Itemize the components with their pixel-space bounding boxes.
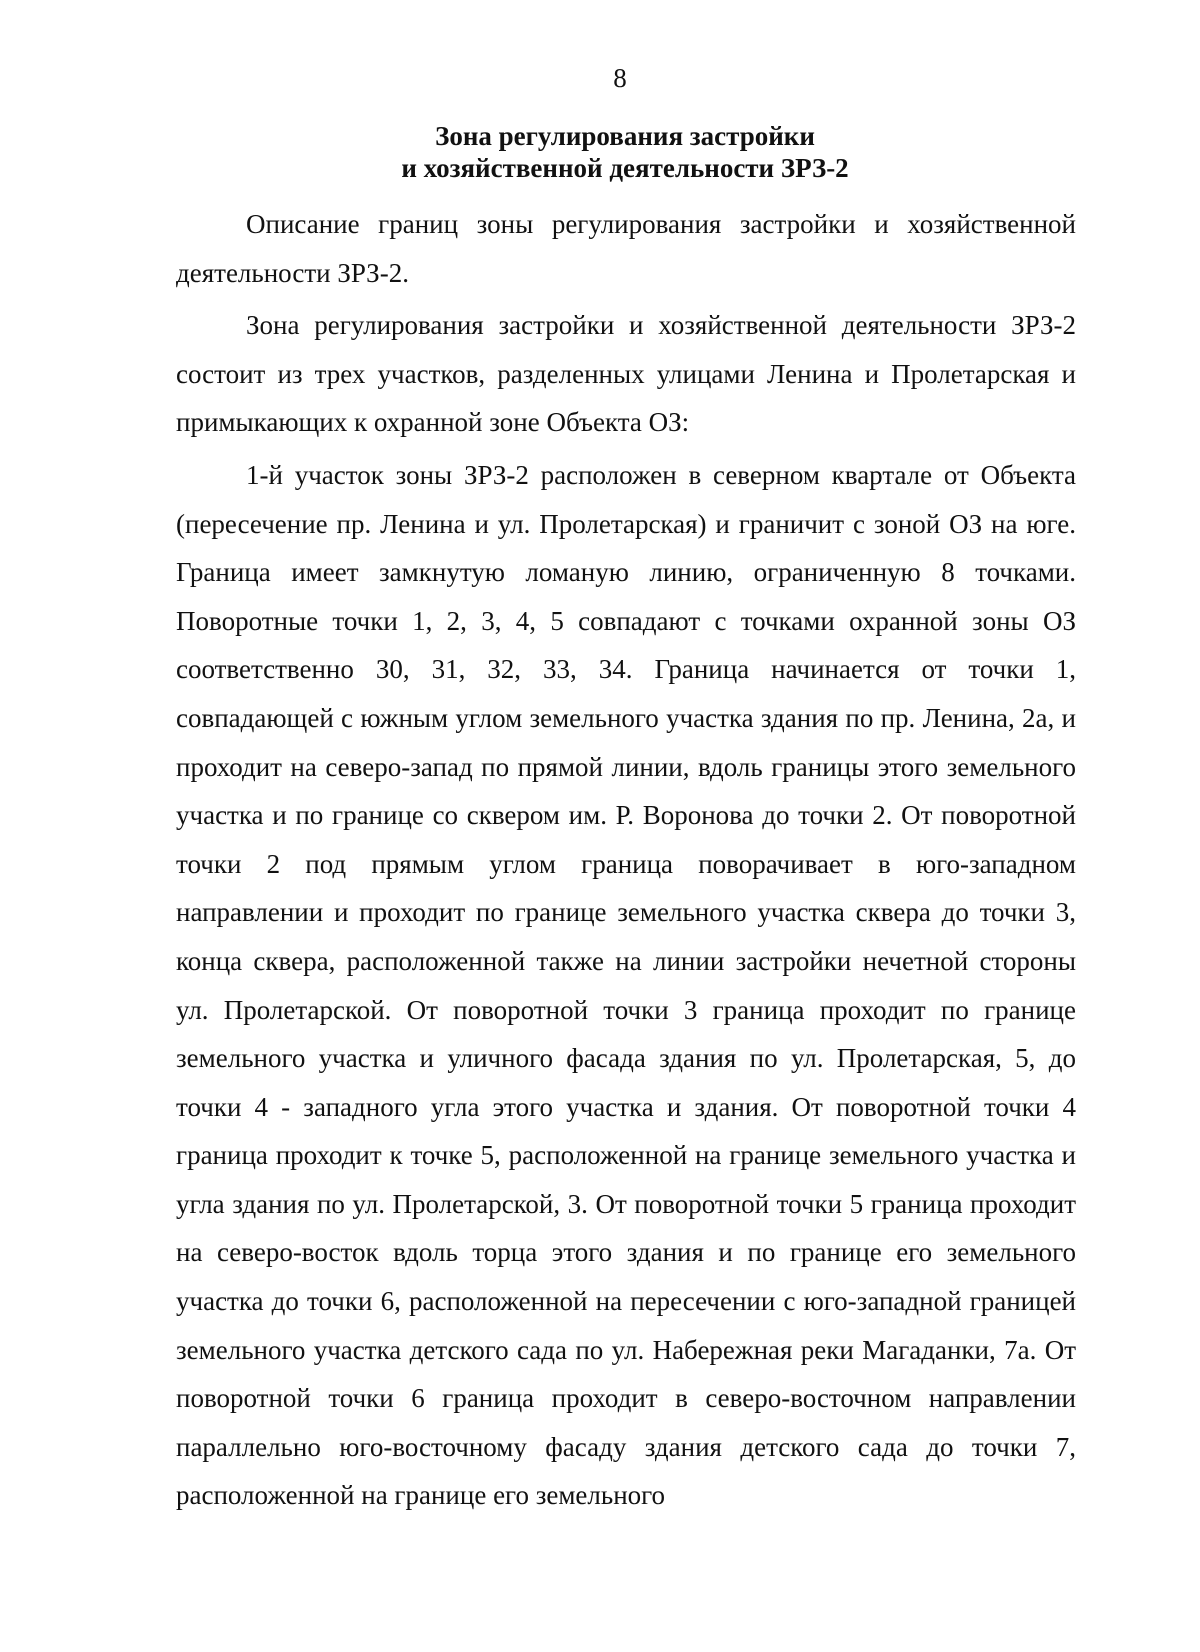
paragraph-zone-composition: Зона регулирования застройки и хозяйственной деятельности ЗРЗ-2 состоит из трех участков, разделенных улицами Ленина и Пролетарская и примыкающих к охранной зоне Объекта ОЗ: [176, 310, 1076, 438]
section-heading [175, 120, 1075, 184]
paragraph-first-plot: 1-й участок зоны ЗРЗ-2 расположен в северном квартале от Объекта (пересечение пр. Ленина и ул. Пролетарская) и граничит с зоной ОЗ на юге. Граница имеет замкнутую ломаную линию, ограниченную 8 точками. Поворотные точки 1, 2, 3, 4, 5 совпадают с точками охранной зоны ОЗ соответственно 30, 31, 32, 33, 34. Граница начинается от точки 1, совпадающей с южным углом земельного участка здания по пр. Ленина, 2а, и проходит на северо-запад по прямой линии, вдоль границы этого земельного участка и по границе со сквером им. Р. Воронова до точки 2. От поворотной точки 2 под прямым углом граница поворачивает в юго-западном направлении и проходит по границе земельного участка сквера до точки 3, конца сквера, расположенной также на линии застройки нечетной стороны ул. Пролетарской. От поворотной точки 3 граница проходит по границе земельного участка и уличного фасада здания по ул. Пролетарская, 5, до точки 4 - западного угла этого участка и здания. От поворотной точки 4 граница проходит к точке 5, расположенной на границе земельного участка и угла здания по ул. Пролетарской, 3. От поворотной точки 5 граница проходит на северо-восток вдоль торца этого здания и по границе его земельного участка до точки 6, расположенной на пересечении с юго-западной границей земельного участка детского сада по ул. Набережная реки Магаданки, 7а. От поворотной точки 6 граница проходит в северо-восточном направлении параллельно юго-восточному фасаду здания детского сада до точки 7, расположенной на границе его земельного [176, 459, 1076, 1511]
page-number: 8 [613, 63, 627, 93]
heading-line-1: Зона регулирования застройки [435, 121, 815, 151]
body-text [176, 200, 1076, 1520]
heading-line-2: и хозяйственной деятельности ЗРЗ-2 [401, 153, 849, 183]
paragraph-description: Описание границ зоны регулирования застройки и хозяйственной деятельности ЗРЗ-2. [176, 209, 1076, 288]
